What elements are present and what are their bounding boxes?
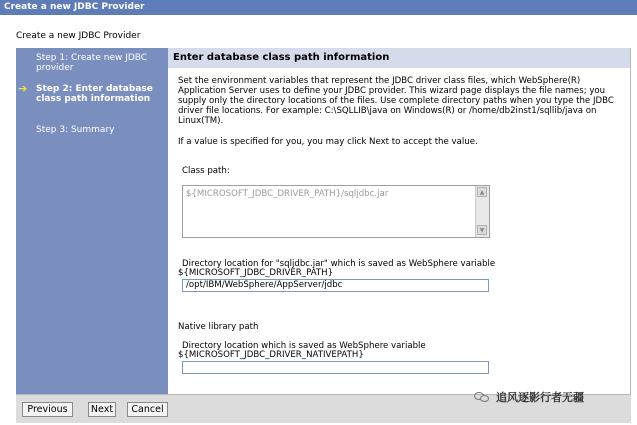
class-path-textarea[interactable] bbox=[182, 185, 490, 238]
page-subtitle: Create a new JDBC Provider bbox=[16, 31, 141, 41]
watermark-text: 追风逐影行者无疆 bbox=[496, 391, 584, 404]
steps-sidebar bbox=[16, 48, 168, 394]
wechat-icon bbox=[474, 390, 490, 404]
description-text: Set the environment variables that represent the JDBC driver class files, which WebSphere(R) Application Server uses to define your JDBC provider. This wizard page displays the file names; you supply only the directory locations of the files. Use complete directory paths when you type the JDBC driver file locations. For example: C:\SQLLIB\java on Windows(R) or /home/db2inst1/sqllib/java on Linux(TM). bbox=[178, 76, 614, 126]
previous-button[interactable]: Previous bbox=[22, 402, 73, 417]
class-path-scrollbar[interactable] bbox=[475, 186, 489, 237]
native-directory-label: Directory location which is saved as WebSphere variable bbox=[182, 341, 426, 351]
main-panel bbox=[168, 48, 631, 394]
class-path-value: ${MICROSOFT_JDBC_DRIVER_PATH}/sqljdbc.jar bbox=[186, 189, 389, 199]
class-path-label: Class path: bbox=[182, 166, 230, 176]
directory-variable: ${MICROSOFT_JDBC_DRIVER_PATH} bbox=[178, 268, 334, 278]
accept-note: If a value is specified for you, you may click Next to accept the value. bbox=[178, 137, 478, 147]
step-3-label: Step 3: Summary bbox=[36, 125, 115, 135]
directory-label: Directory location for "sqljdbc.jar" which is saved as WebSphere variable bbox=[182, 259, 496, 269]
native-directory-variable: ${MICROSOFT_JDBC_DRIVER_NATIVEPATH} bbox=[178, 350, 364, 360]
step-1-label: Step 1: Create new JDBC provider bbox=[36, 53, 148, 73]
watermark bbox=[474, 388, 584, 406]
native-library-label: Native library path bbox=[178, 322, 259, 332]
step-2-label: Step 2: Enter database class path information bbox=[36, 84, 153, 104]
scroll-down-icon[interactable]: ▼ bbox=[477, 225, 487, 235]
scroll-up-icon[interactable]: ▲ bbox=[477, 187, 487, 197]
panel-heading: Enter database class path information bbox=[168, 48, 630, 68]
current-step-arrow-icon: ➔ bbox=[18, 82, 28, 95]
window-title: Create a new JDBC Provider bbox=[0, 0, 637, 15]
next-button[interactable]: Next bbox=[88, 402, 116, 417]
cancel-button[interactable]: Cancel bbox=[127, 402, 168, 417]
directory-input[interactable]: /opt/IBM/WebSphere/AppServer/jdbc bbox=[182, 279, 489, 292]
native-directory-input[interactable] bbox=[182, 361, 489, 374]
